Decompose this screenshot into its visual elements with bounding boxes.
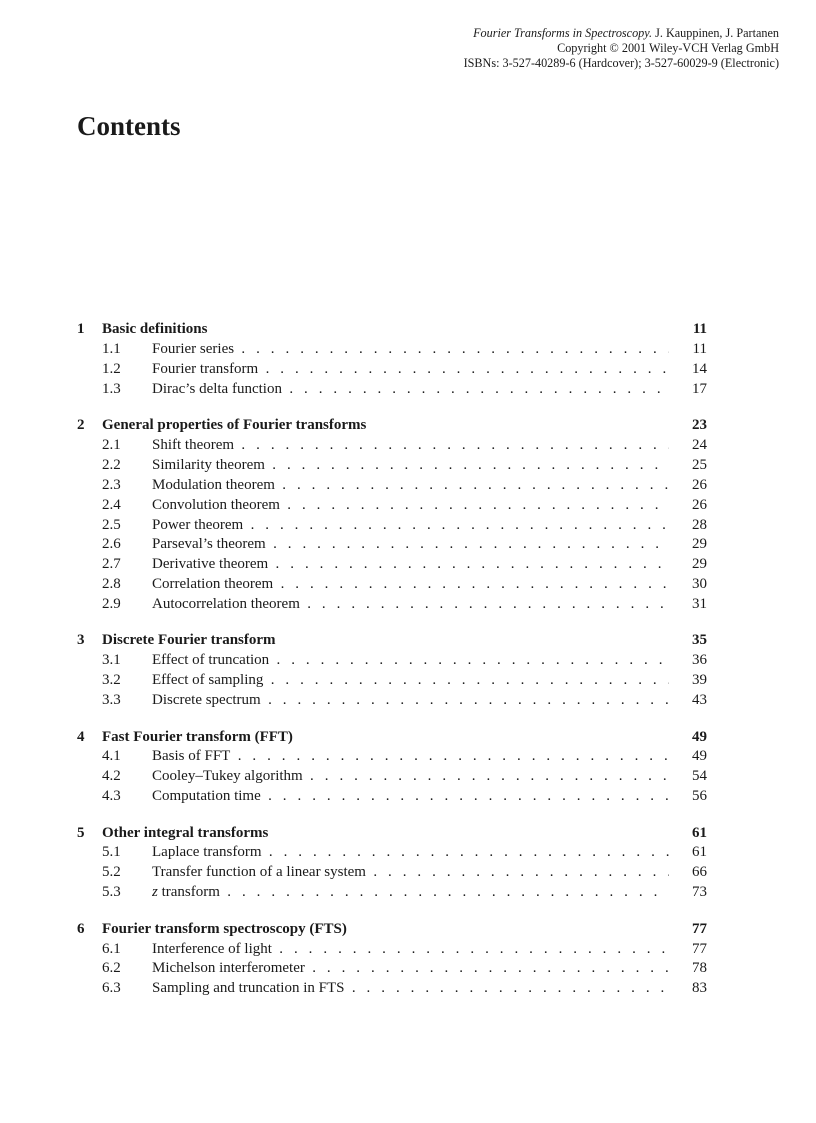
section-number: 4.3 bbox=[102, 788, 121, 805]
section-number: 6.2 bbox=[102, 960, 121, 977]
section-entry[interactable] bbox=[77, 747, 707, 767]
section-page: 24 bbox=[692, 436, 707, 453]
section-title: Interference of light . . . bbox=[152, 940, 669, 960]
section-entry[interactable] bbox=[77, 787, 707, 807]
section-number: 3.3 bbox=[102, 692, 121, 709]
section-number: 4.2 bbox=[102, 768, 121, 785]
chapter-entry[interactable] bbox=[77, 631, 707, 651]
chapter-entry[interactable] bbox=[77, 728, 707, 748]
section-title: Fourier series . . . bbox=[152, 340, 669, 360]
chapter-entry[interactable] bbox=[77, 416, 707, 436]
section-number: 5.2 bbox=[102, 864, 121, 881]
section-title: Similarity theorem . . . bbox=[152, 456, 669, 476]
chapter-entry[interactable] bbox=[77, 320, 707, 340]
section-entry[interactable] bbox=[77, 595, 707, 615]
section-page: 49 bbox=[692, 748, 707, 765]
section-page: 17 bbox=[692, 380, 707, 397]
section-page: 36 bbox=[692, 652, 707, 669]
section-title-text: transform bbox=[157, 884, 220, 901]
section-title: Derivative theorem . . . bbox=[152, 555, 669, 575]
section-page: 61 bbox=[692, 844, 707, 861]
section-title: Michelson interferometer . . . bbox=[152, 959, 669, 979]
section-number: 2.2 bbox=[102, 456, 121, 473]
section-entry[interactable] bbox=[77, 959, 707, 979]
section-number: 1.1 bbox=[102, 340, 121, 357]
chapter-number: 3 bbox=[77, 632, 85, 649]
section-entry[interactable] bbox=[77, 496, 707, 516]
section-title: Autocorrelation theorem . . . bbox=[152, 595, 669, 615]
section-title: Transfer function of a linear system . . . bbox=[152, 863, 669, 883]
section-title: Dirac’s delta function . . . bbox=[152, 380, 669, 400]
section-entry[interactable] bbox=[77, 691, 707, 711]
section-title: Effect of truncation . . . bbox=[152, 651, 669, 671]
section-title: Convolution theorem . . . bbox=[152, 496, 669, 516]
section-number: 2.5 bbox=[102, 516, 121, 533]
toc-chapter bbox=[77, 728, 707, 808]
section-entry[interactable] bbox=[77, 535, 707, 555]
section-page: 83 bbox=[692, 980, 707, 997]
section-entry[interactable] bbox=[77, 476, 707, 496]
section-number: 4.1 bbox=[102, 748, 121, 765]
section-title: Computation time . . . bbox=[152, 787, 669, 807]
chapter-number: 6 bbox=[77, 920, 85, 937]
toc-chapter bbox=[77, 920, 707, 1000]
citation-line bbox=[464, 26, 779, 41]
section-entry[interactable] bbox=[77, 380, 707, 400]
section-title bbox=[152, 883, 669, 903]
section-number: 1.2 bbox=[102, 360, 121, 377]
isbn-line: ISBNs: 3-527-40289-6 (Hardcover); 3-527-60029-9 (Electronic) bbox=[463, 56, 779, 70]
table-of-contents bbox=[77, 320, 707, 1016]
chapter-title: Fourier transform spectroscopy (FTS) bbox=[102, 920, 347, 937]
section-page: 43 bbox=[692, 692, 707, 709]
section-title-variable: z bbox=[152, 884, 158, 901]
chapter-title: Discrete Fourier transform bbox=[102, 632, 276, 649]
section-number: 2.8 bbox=[102, 576, 121, 593]
section-page: 78 bbox=[692, 960, 707, 977]
chapter-page: 61 bbox=[692, 824, 707, 841]
section-number: 2.3 bbox=[102, 476, 121, 493]
toc-chapter bbox=[77, 320, 707, 400]
section-page: 31 bbox=[692, 596, 707, 613]
section-title: Discrete spectrum . . . bbox=[152, 691, 669, 711]
section-page: 30 bbox=[692, 576, 707, 593]
chapter-number: 4 bbox=[77, 728, 85, 745]
section-entry[interactable] bbox=[77, 340, 707, 360]
book-title: Fourier Transforms in Spectroscopy. bbox=[473, 26, 653, 40]
section-page: 14 bbox=[692, 360, 707, 377]
copyright-line: Copyright © 2001 Wiley-VCH Verlag GmbH bbox=[557, 41, 779, 55]
section-entry[interactable] bbox=[77, 360, 707, 380]
chapter-title: General properties of Fourier transforms bbox=[102, 417, 367, 434]
section-page: 54 bbox=[692, 768, 707, 785]
toc-chapter bbox=[77, 416, 707, 615]
section-page: 73 bbox=[692, 884, 707, 901]
section-title: Fourier transform . . . bbox=[152, 360, 669, 380]
section-page: 11 bbox=[692, 340, 707, 357]
section-number: 2.9 bbox=[102, 596, 121, 613]
page-header bbox=[464, 26, 779, 71]
section-number: 5.1 bbox=[102, 844, 121, 861]
section-entry[interactable] bbox=[77, 555, 707, 575]
section-page: 28 bbox=[692, 516, 707, 533]
section-page: 26 bbox=[692, 476, 707, 493]
chapter-number: 5 bbox=[77, 824, 85, 841]
section-entry[interactable] bbox=[77, 979, 707, 999]
toc-chapter bbox=[77, 631, 707, 711]
chapter-page: 49 bbox=[692, 728, 707, 745]
toc-chapter bbox=[77, 824, 707, 904]
section-title: Parseval’s theorem . . . bbox=[152, 535, 669, 555]
section-entry[interactable] bbox=[77, 516, 707, 536]
section-number: 2.4 bbox=[102, 496, 121, 513]
chapter-title: Fast Fourier transform (FFT) bbox=[102, 728, 293, 745]
chapter-page: 23 bbox=[692, 417, 707, 434]
chapter-number: 2 bbox=[77, 417, 85, 434]
section-number: 6.1 bbox=[102, 940, 121, 957]
section-page: 56 bbox=[692, 788, 707, 805]
section-page: 29 bbox=[692, 556, 707, 573]
section-title: Cooley–Tukey algorithm . . . bbox=[152, 767, 669, 787]
section-entry[interactable] bbox=[77, 651, 707, 671]
section-page: 77 bbox=[692, 940, 707, 957]
section-number: 3.2 bbox=[102, 672, 121, 689]
chapter-page: 35 bbox=[692, 632, 707, 649]
section-number: 6.3 bbox=[102, 980, 121, 997]
section-title: Power theorem . . . bbox=[152, 516, 669, 536]
section-entry[interactable] bbox=[77, 575, 707, 595]
section-entry[interactable] bbox=[77, 883, 707, 903]
section-title: Correlation theorem . . . bbox=[152, 575, 669, 595]
chapter-page: 11 bbox=[692, 321, 707, 337]
authors: J. Kauppinen, J. Partanen bbox=[655, 26, 779, 40]
section-page: 26 bbox=[692, 496, 707, 513]
section-entry[interactable] bbox=[77, 456, 707, 476]
section-title: Effect of sampling . . . bbox=[152, 671, 669, 691]
section-entry[interactable] bbox=[77, 671, 707, 691]
chapter-title: Basic definitions bbox=[102, 321, 208, 337]
section-title: Modulation theorem . . . bbox=[152, 476, 669, 496]
section-page: 39 bbox=[692, 672, 707, 689]
section-entry[interactable] bbox=[77, 436, 707, 456]
chapter-page: 77 bbox=[692, 920, 707, 937]
section-entry[interactable] bbox=[77, 843, 707, 863]
section-entry[interactable] bbox=[77, 767, 707, 787]
section-entry[interactable] bbox=[77, 940, 707, 960]
section-number: 3.1 bbox=[102, 652, 121, 669]
section-number: 5.3 bbox=[102, 884, 121, 901]
section-title: Shift theorem . . . bbox=[152, 436, 669, 456]
section-number: 2.1 bbox=[102, 436, 121, 453]
section-title: Sampling and truncation in FTS . . . bbox=[152, 979, 669, 999]
section-page: 66 bbox=[692, 864, 707, 881]
page-title: Contents bbox=[77, 111, 181, 141]
section-page: 25 bbox=[692, 456, 707, 473]
section-number: 2.6 bbox=[102, 536, 121, 553]
section-number: 1.3 bbox=[102, 380, 121, 397]
chapter-entry[interactable] bbox=[77, 824, 707, 844]
chapter-number: 1 bbox=[77, 321, 85, 337]
section-title: Basis of FFT . . . bbox=[152, 747, 669, 767]
section-title: Laplace transform . . . bbox=[152, 843, 669, 863]
chapter-title: Other integral transforms bbox=[102, 824, 269, 841]
chapter-entry[interactable] bbox=[77, 920, 707, 940]
section-entry[interactable] bbox=[77, 863, 707, 883]
section-number: 2.7 bbox=[102, 556, 121, 573]
section-page: 29 bbox=[692, 536, 707, 553]
